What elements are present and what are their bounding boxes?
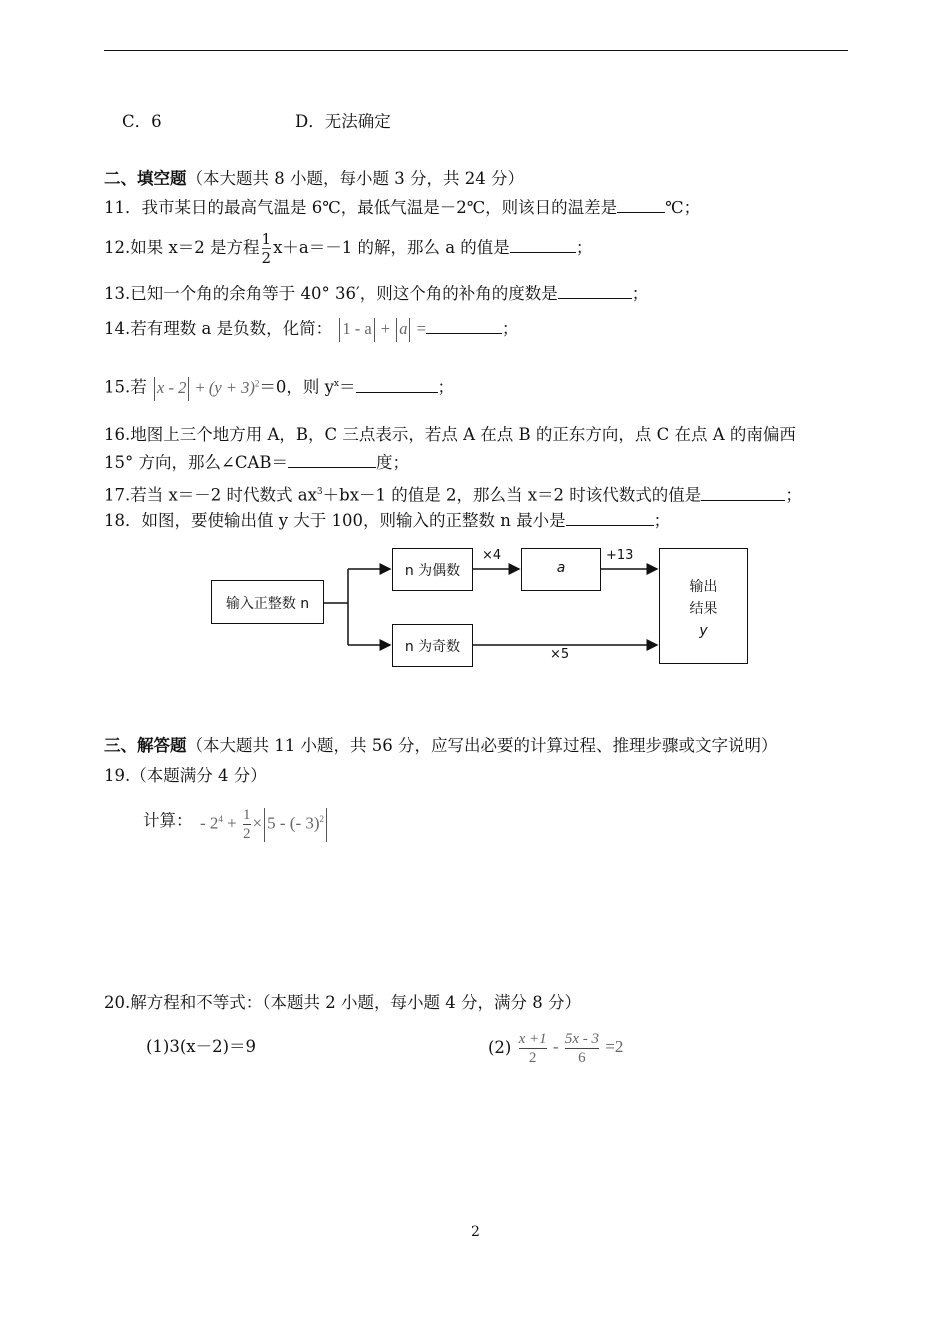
section3-heading (104, 735, 777, 757)
q20-frac2-num: 5x - 3 (564, 1031, 599, 1047)
q14-plus: + (380, 319, 391, 338)
q15-tail: ； (437, 377, 454, 397)
q15-sup-x: x (333, 379, 339, 389)
q20-frac1-den: 2 (528, 1050, 537, 1066)
flow-output-line3: y (699, 623, 708, 639)
q14-tail: ； (501, 319, 519, 338)
flow-a-label: a (556, 560, 566, 576)
q18-text: 18．如图，要使输出值 y 大于 100，则输入的正整数 n 最小是 (104, 511, 566, 530)
q12-frac-num: 1 (261, 230, 272, 248)
q20-frac1 (519, 1030, 547, 1067)
flow-even-label: n 为偶数 (404, 563, 461, 579)
option-d: D．无法确定 (295, 112, 391, 131)
q20-eq: =2 (605, 1037, 624, 1057)
page-number: 2 (471, 1224, 480, 1240)
flow-even-box (392, 548, 473, 591)
section3-desc: （本大题共 11 小题，共 56 分，应写出必要的计算过程、推理步骤或文字说明） (186, 736, 778, 755)
q19-fraction (243, 806, 251, 843)
q11-text: 11．我市某日的最高气温是 6℃，最低气温是－2℃，则该日的温差是 (104, 198, 618, 217)
flow-op-times5: ×5 (550, 647, 570, 662)
q15-square: 2 (254, 378, 260, 388)
q19-label: 计算： (143, 811, 193, 830)
q18-tail: ； (653, 511, 671, 530)
q15-eq0: ＝0，则 y (259, 377, 334, 397)
section3-title: 三、解答题 (104, 736, 187, 755)
q15-pre: 15.若 (104, 377, 147, 397)
q12-frac-den: 2 (261, 249, 272, 267)
q15-abs: x - 2 (157, 377, 187, 397)
q19-e1: - 2 (200, 813, 219, 833)
q19-e5-sup: 2 (319, 813, 325, 824)
q19-e4: 5 - (267, 813, 286, 833)
flow-odd-box (392, 624, 473, 667)
q13-tail: ； (631, 284, 649, 303)
q19-expression (200, 806, 329, 843)
q20-frac2-den: 6 (578, 1050, 586, 1066)
section2-desc: （本大题共 8 小题，每小题 3 分，共 24 分） (186, 169, 524, 188)
q15-plus: + (195, 377, 205, 397)
flow-output-box (659, 548, 748, 664)
q12-post: x＋a＝－1 的解，那么 a 的值是 (273, 238, 510, 257)
q12-pre: 12.如果 x＝2 是方程 (104, 238, 260, 257)
flow-op-plus13: +13 (606, 548, 634, 563)
q20-part1: (1)3(x－2)＝9 (146, 1037, 257, 1056)
q14-abs1: 1 - a (342, 319, 372, 338)
flow-output-line1: 输出 (689, 579, 718, 595)
q14-pre: 14.若有理数 a 是负数，化简： (104, 319, 333, 338)
q19-frac-num: 1 (243, 807, 251, 823)
q19-frac-den: 2 (243, 826, 251, 842)
flow-odd-label: n 为奇数 (404, 639, 461, 655)
q16-line2-tail: 度； (375, 453, 409, 472)
q15-paren: (y + 3) (208, 377, 255, 397)
q16-line2-pre: 15° 方向，那么∠CAB＝ (104, 453, 288, 472)
q17-sup: 3 (316, 487, 323, 497)
flow-output-line2: 结果 (689, 601, 718, 617)
flow-a-box (521, 548, 601, 591)
q19-e3: × (252, 813, 263, 833)
flow-input-label: 输入正整数 n (225, 596, 310, 612)
q17-post: ＋bx－1 的值是 2，那么当 x＝2 时该代数式的值是 (322, 485, 702, 505)
q14-abs2: a (399, 319, 408, 338)
q19-head: 19.（本题满分 4 分） (104, 766, 267, 785)
q20-minus: - (552, 1037, 559, 1057)
q20-p2-label: (2) (488, 1037, 512, 1057)
q19-e5: (- 3) (289, 813, 320, 833)
q17-tail: ； (785, 485, 802, 505)
q15-eqend: ＝ (339, 377, 356, 397)
q19-e2: + (227, 813, 237, 833)
q19-e1-sup: 4 (218, 813, 223, 824)
option-c: C．6 (122, 112, 162, 131)
q20-part2 (488, 1030, 623, 1067)
question-16-line1: 16.地图上三个地方用 A，B，C 三点表示，若点 A 在点 B 的正东方向，点 C 在点 A 的南偏西 (104, 425, 796, 444)
q20-frac2 (565, 1030, 599, 1067)
q11-tail: ℃； (665, 198, 701, 217)
q20-p2-expression (517, 1031, 624, 1066)
flow-input-box (211, 580, 324, 624)
q14-eq: = (416, 319, 426, 338)
q20-frac1-num: x +1 (518, 1031, 547, 1047)
section2-title: 二、填空题 (104, 169, 187, 188)
flow-op-times4: ×4 (482, 548, 502, 563)
q12-tail: ； (575, 238, 593, 257)
q20-head: 20.解方程和不等式：（本题共 2 小题，每小题 4 分，满分 8 分） (104, 993, 581, 1012)
q17-pre: 17.若当 x＝－2 时代数式 ax (104, 485, 317, 505)
q13-text: 13.已知一个角的余角等于 40° 36′，则这个角的补角的度数是 (104, 284, 558, 303)
